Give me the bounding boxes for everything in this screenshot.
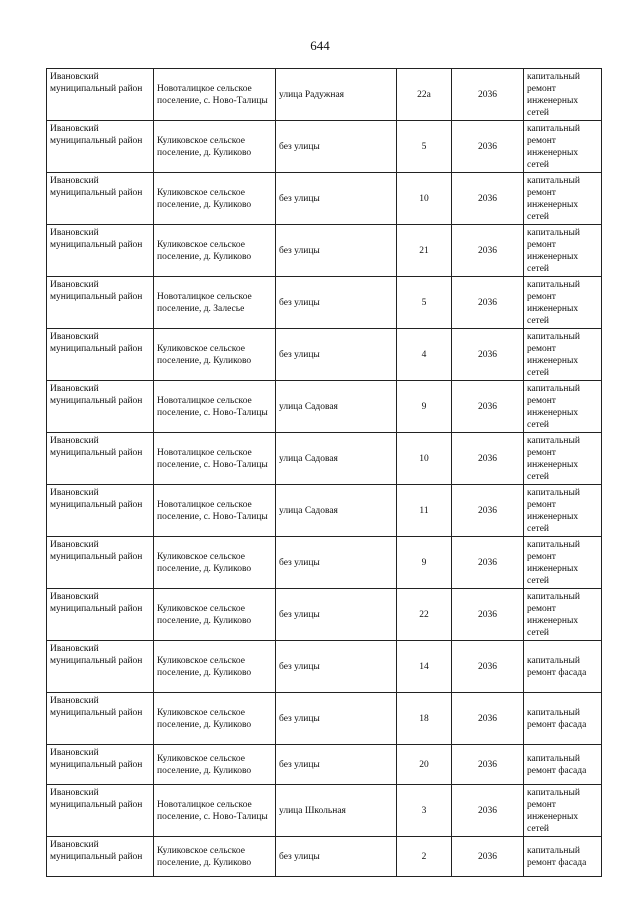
house-number-cell: 18 — [397, 693, 452, 745]
district-cell: Ивановский муниципальный район — [47, 837, 154, 877]
district-cell: Ивановский муниципальный район — [47, 121, 154, 173]
street-cell: без улицы — [276, 277, 397, 329]
house-number-cell: 22 — [397, 589, 452, 641]
work-type-cell: капитальный ремонт инженерных сетей — [524, 433, 602, 485]
district-cell: Ивановский муниципальный район — [47, 277, 154, 329]
year-cell: 2036 — [452, 277, 524, 329]
settlement-cell: Куликовское сельское поселение, д. Куликово — [154, 693, 276, 745]
district-cell: Ивановский муниципальный район — [47, 537, 154, 589]
work-type-cell: капитальный ремонт инженерных сетей — [524, 225, 602, 277]
table-row — [47, 693, 602, 745]
work-type-cell: капитальный ремонт фасада — [524, 745, 602, 785]
house-number-cell: 21 — [397, 225, 452, 277]
table-row — [47, 69, 602, 121]
work-type-cell: капитальный ремонт инженерных сетей — [524, 121, 602, 173]
street-cell: улица Радужная — [276, 69, 397, 121]
street-cell: без улицы — [276, 641, 397, 693]
district-cell: Ивановский муниципальный район — [47, 329, 154, 381]
settlement-cell: Новоталицкое сельское поселение, с. Ново-Талицы — [154, 69, 276, 121]
year-cell: 2036 — [452, 381, 524, 433]
street-cell: без улицы — [276, 589, 397, 641]
street-cell: без улицы — [276, 329, 397, 381]
district-cell: Ивановский муниципальный район — [47, 173, 154, 225]
work-type-cell: капитальный ремонт фасада — [524, 693, 602, 745]
settlement-cell: Куликовское сельское поселение, д. Куликово — [154, 589, 276, 641]
house-number-cell: 20 — [397, 745, 452, 785]
street-cell: без улицы — [276, 693, 397, 745]
settlement-cell: Новоталицкое сельское поселение, с. Ново-Талицы — [154, 381, 276, 433]
settlement-cell: Куликовское сельское поселение, д. Куликово — [154, 745, 276, 785]
work-type-cell: капитальный ремонт инженерных сетей — [524, 277, 602, 329]
settlement-cell: Новоталицкое сельское поселение, с. Ново-Талицы — [154, 485, 276, 537]
district-cell: Ивановский муниципальный район — [47, 745, 154, 785]
work-type-cell: капитальный ремонт инженерных сетей — [524, 329, 602, 381]
district-cell: Ивановский муниципальный район — [47, 381, 154, 433]
street-cell: без улицы — [276, 537, 397, 589]
district-cell: Ивановский муниципальный район — [47, 693, 154, 745]
settlement-cell: Куликовское сельское поселение, д. Куликово — [154, 225, 276, 277]
year-cell: 2036 — [452, 485, 524, 537]
street-cell: без улицы — [276, 745, 397, 785]
table-row — [47, 381, 602, 433]
year-cell: 2036 — [452, 433, 524, 485]
district-cell: Ивановский муниципальный район — [47, 433, 154, 485]
settlement-cell: Куликовское сельское поселение, д. Куликово — [154, 641, 276, 693]
settlement-cell: Куликовское сельское поселение, д. Куликово — [154, 537, 276, 589]
table-row — [47, 589, 602, 641]
settlement-cell: Куликовское сельское поселение, д. Куликово — [154, 173, 276, 225]
settlement-cell: Куликовское сельское поселение, д. Куликово — [154, 329, 276, 381]
buildings-table — [46, 68, 602, 877]
table-row — [47, 537, 602, 589]
work-type-cell: капитальный ремонт фасада — [524, 641, 602, 693]
year-cell: 2036 — [452, 329, 524, 381]
year-cell: 2036 — [452, 173, 524, 225]
district-cell: Ивановский муниципальный район — [47, 641, 154, 693]
table-row — [47, 173, 602, 225]
table-row — [47, 225, 602, 277]
year-cell: 2036 — [452, 225, 524, 277]
year-cell: 2036 — [452, 837, 524, 877]
table-row — [47, 641, 602, 693]
work-type-cell: капитальный ремонт инженерных сетей — [524, 485, 602, 537]
work-type-cell: капитальный ремонт инженерных сетей — [524, 537, 602, 589]
district-cell: Ивановский муниципальный район — [47, 485, 154, 537]
street-cell: без улицы — [276, 225, 397, 277]
district-cell: Ивановский муниципальный район — [47, 785, 154, 837]
district-cell: Ивановский муниципальный район — [47, 69, 154, 121]
work-type-cell: капитальный ремонт инженерных сетей — [524, 589, 602, 641]
district-cell: Ивановский муниципальный район — [47, 589, 154, 641]
table-row — [47, 837, 602, 877]
year-cell: 2036 — [452, 69, 524, 121]
street-cell: без улицы — [276, 837, 397, 877]
street-cell: улица Школьная — [276, 785, 397, 837]
table-row — [47, 121, 602, 173]
table-row — [47, 485, 602, 537]
page-number: 644 — [310, 38, 330, 53]
settlement-cell: Новоталицкое сельское поселение, с. Ново-Талицы — [154, 785, 276, 837]
house-number-cell: 22а — [397, 69, 452, 121]
house-number-cell: 5 — [397, 277, 452, 329]
year-cell: 2036 — [452, 693, 524, 745]
district-cell: Ивановский муниципальный район — [47, 225, 154, 277]
house-number-cell: 2 — [397, 837, 452, 877]
house-number-cell: 5 — [397, 121, 452, 173]
table-row — [47, 745, 602, 785]
house-number-cell: 3 — [397, 785, 452, 837]
table-row — [47, 277, 602, 329]
settlement-cell: Новоталицкое сельское поселение, д. Залесье — [154, 277, 276, 329]
work-type-cell: капитальный ремонт фасада — [524, 837, 602, 877]
table-row — [47, 785, 602, 837]
house-number-cell: 14 — [397, 641, 452, 693]
year-cell: 2036 — [452, 589, 524, 641]
street-cell: без улицы — [276, 121, 397, 173]
work-type-cell: капитальный ремонт инженерных сетей — [524, 785, 602, 837]
year-cell: 2036 — [452, 537, 524, 589]
house-number-cell: 11 — [397, 485, 452, 537]
year-cell: 2036 — [452, 121, 524, 173]
year-cell: 2036 — [452, 745, 524, 785]
work-type-cell: капитальный ремонт инженерных сетей — [524, 69, 602, 121]
work-type-cell: капитальный ремонт инженерных сетей — [524, 173, 602, 225]
house-number-cell: 10 — [397, 173, 452, 225]
street-cell: без улицы — [276, 173, 397, 225]
work-type-cell: капитальный ремонт инженерных сетей — [524, 381, 602, 433]
settlement-cell: Новоталицкое сельское поселение, с. Ново-Талицы — [154, 433, 276, 485]
year-cell: 2036 — [452, 785, 524, 837]
year-cell: 2036 — [452, 641, 524, 693]
street-cell: улица Садовая — [276, 485, 397, 537]
table-row — [47, 433, 602, 485]
street-cell: улица Садовая — [276, 433, 397, 485]
house-number-cell: 4 — [397, 329, 452, 381]
house-number-cell: 10 — [397, 433, 452, 485]
house-number-cell: 9 — [397, 537, 452, 589]
table-row — [47, 329, 602, 381]
settlement-cell: Куликовское сельское поселение, д. Куликово — [154, 121, 276, 173]
house-number-cell: 9 — [397, 381, 452, 433]
settlement-cell: Куликовское сельское поселение, д. Куликово — [154, 837, 276, 877]
street-cell: улица Садовая — [276, 381, 397, 433]
